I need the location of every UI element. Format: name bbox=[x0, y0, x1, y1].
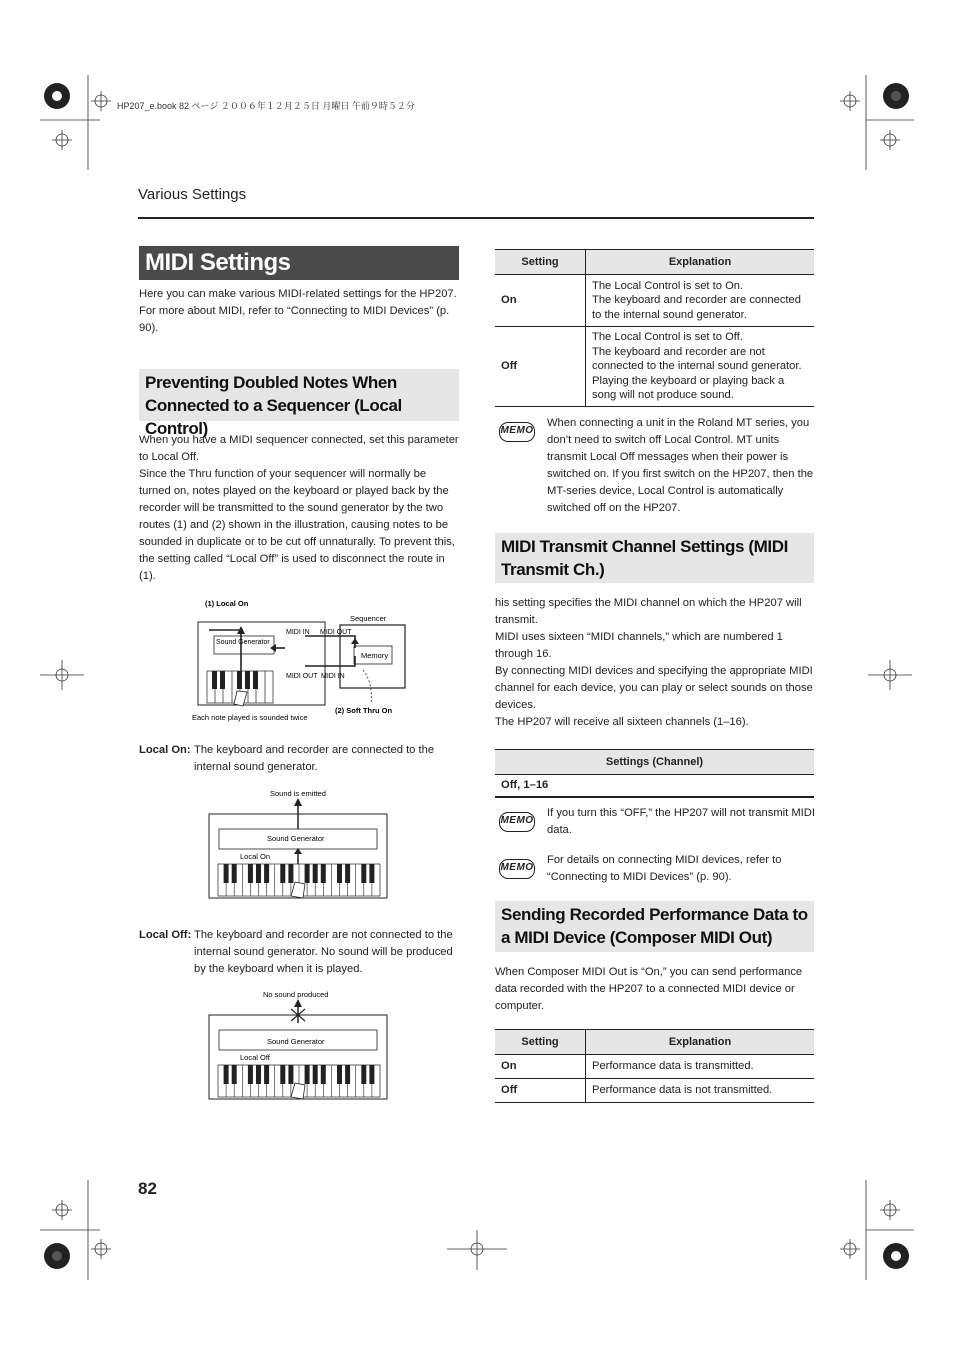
local-off-text: The keyboard and recorder are not connected to the internal sound generator. No sound will be produced by the keyboard when it is played. bbox=[194, 929, 453, 975]
local-control-table bbox=[495, 249, 814, 407]
local-off-diagram bbox=[205, 987, 395, 1109]
memo-local-text: When connecting a unit in the Roland MT series, you don’t need to switch off Local Control. MT units transmit Local Off messages when their power is switched on. If you first switch on the HP207, then the MT-series device, Local Control is automatically switched off on the HP207. bbox=[547, 417, 814, 514]
memo-icon: MEMO bbox=[499, 859, 535, 879]
local-on-sg: Sound Generator bbox=[267, 834, 325, 843]
row-key: On bbox=[495, 275, 586, 327]
memo-icon: MEMO bbox=[499, 812, 535, 832]
row-key: Off bbox=[495, 1079, 586, 1103]
local-off-sg: Sound Generator bbox=[267, 1037, 325, 1046]
local-on-desc bbox=[139, 742, 459, 776]
page-title: MIDI Settings bbox=[139, 246, 459, 280]
heading-transmit: MIDI Transmit Channel Settings (MIDI Transmit Ch.) bbox=[495, 533, 814, 583]
local-off-desc bbox=[139, 927, 459, 978]
table-row bbox=[495, 327, 814, 407]
transmit-p2: MIDI uses sixteen “MIDI channels,” which are numbered 1 through 16. bbox=[495, 631, 783, 660]
table-row bbox=[495, 1055, 814, 1079]
composer-body: When Composer MIDI Out is “On,” you can send performance data recorded with the HP207 to a connected MIDI device or computer. bbox=[495, 966, 803, 1012]
table-row bbox=[495, 1079, 814, 1103]
header-rule bbox=[138, 217, 814, 219]
local-control-body bbox=[139, 432, 459, 585]
local-on-top: Sound is emitted bbox=[270, 789, 326, 798]
sg-label: Sound Generator bbox=[216, 639, 270, 646]
file-meta: HP207_e.book 82 ページ ２００６年１２月２５日 月曜日 午前９時５２分 bbox=[117, 101, 415, 111]
transmit-p4: The HP207 will receive all sixteen channels (1–16). bbox=[495, 716, 749, 728]
memo-transmit-details: For details on connecting MIDI devices, refer to “Connecting to MIDI Devices” (p. 90). bbox=[547, 854, 782, 883]
intro-p1: Here you can make various MIDI-related settings for the HP207. bbox=[139, 288, 457, 300]
channel-table-header: Settings (Channel) bbox=[495, 750, 814, 775]
channel-table bbox=[495, 749, 814, 798]
table-header-setting: Setting bbox=[495, 1030, 586, 1055]
local-on-text: The keyboard and recorder are connected to the internal sound generator. bbox=[194, 744, 435, 773]
heading-local-control: Preventing Doubled Notes When Connected to a Sequencer (Local Control) bbox=[139, 369, 459, 421]
local-p2: Since the Thru function of your sequencer will normally be turned on, notes played on the keyboard or played back by the recorder will be transmitted to the sound generator by the two routes (1) and (2) shown in the illustration, causing notes to be sounded in duplicate or to be cut off unnaturally. To prevent this, the setting called “Local Off” is used to disconnect the route in (1). bbox=[139, 468, 455, 582]
local-on-label2: Local On bbox=[240, 852, 271, 861]
row-value: Performance data is not transmitted. bbox=[586, 1079, 815, 1103]
composer-table bbox=[495, 1029, 814, 1103]
local-off-label2: Local Off bbox=[240, 1053, 270, 1062]
channel-value: Off, 1–16 bbox=[495, 775, 814, 797]
intro bbox=[139, 286, 459, 337]
midi-out-label: MIDI OUT bbox=[320, 629, 352, 636]
table-header-explanation: Explanation bbox=[586, 1030, 815, 1055]
local-off-top: No sound produced bbox=[263, 990, 329, 999]
midi-in2-label: MIDI IN bbox=[321, 673, 345, 680]
midi-out2-label: MIDI OUT bbox=[286, 673, 318, 680]
transmit-body bbox=[495, 595, 814, 731]
transmit-p1: his setting specifies the MIDI channel on which the HP207 will transmit. bbox=[495, 597, 802, 626]
row-value: Performance data is transmitted. bbox=[586, 1055, 815, 1079]
intro-p2: For more about MIDI, refer to “Connecting to MIDI Devices” (p. 90). bbox=[139, 305, 450, 334]
page-number: 82 bbox=[138, 1179, 157, 1198]
diagram-caption: Each note played is sounded twice bbox=[192, 713, 308, 722]
sequencer-diagram bbox=[185, 596, 425, 726]
memo-icon: MEMO bbox=[499, 422, 535, 442]
heading-composer: Sending Recorded Performance Data to a MIDI Device (Composer MIDI Out) bbox=[495, 901, 814, 952]
row-value: The Local Control is set to Off. The keyboard and recorder are not connected to the internal sound generator. Playing the keyboard or playing back a song will not produce sound. bbox=[586, 327, 815, 407]
local-off-label: Local Off: bbox=[139, 929, 192, 941]
row-key: Off bbox=[495, 327, 586, 407]
sequencer-label: Sequencer bbox=[350, 614, 387, 623]
transmit-p3: By connecting MIDI devices and specifying the appropriate MIDI channel for each device, you can play or select sounds on those devices. bbox=[495, 665, 813, 711]
table-row bbox=[495, 275, 814, 327]
row-value: The Local Control is set to On. The keyboard and recorder are connected to the internal sound generator. bbox=[586, 275, 815, 327]
local-on-diagram bbox=[205, 786, 395, 908]
local-p1: When you have a MIDI sequencer connected, set this parameter to Local Off. bbox=[139, 434, 459, 463]
table-header-setting: Setting bbox=[495, 250, 586, 275]
local-on-label: Local On: bbox=[139, 744, 191, 756]
memory-label: Memory bbox=[361, 651, 389, 660]
route2-label: (2) Soft Thru On bbox=[335, 706, 393, 715]
memo-transmit-off: If you turn this “OFF,” the HP207 will not transmit MIDI data. bbox=[547, 807, 815, 836]
midi-in-label: MIDI IN bbox=[286, 629, 310, 636]
table-header-explanation: Explanation bbox=[586, 250, 815, 275]
row-key: On bbox=[495, 1055, 586, 1079]
running-header: Various Settings bbox=[138, 186, 247, 203]
route1-label: (1) Local On bbox=[205, 599, 249, 608]
